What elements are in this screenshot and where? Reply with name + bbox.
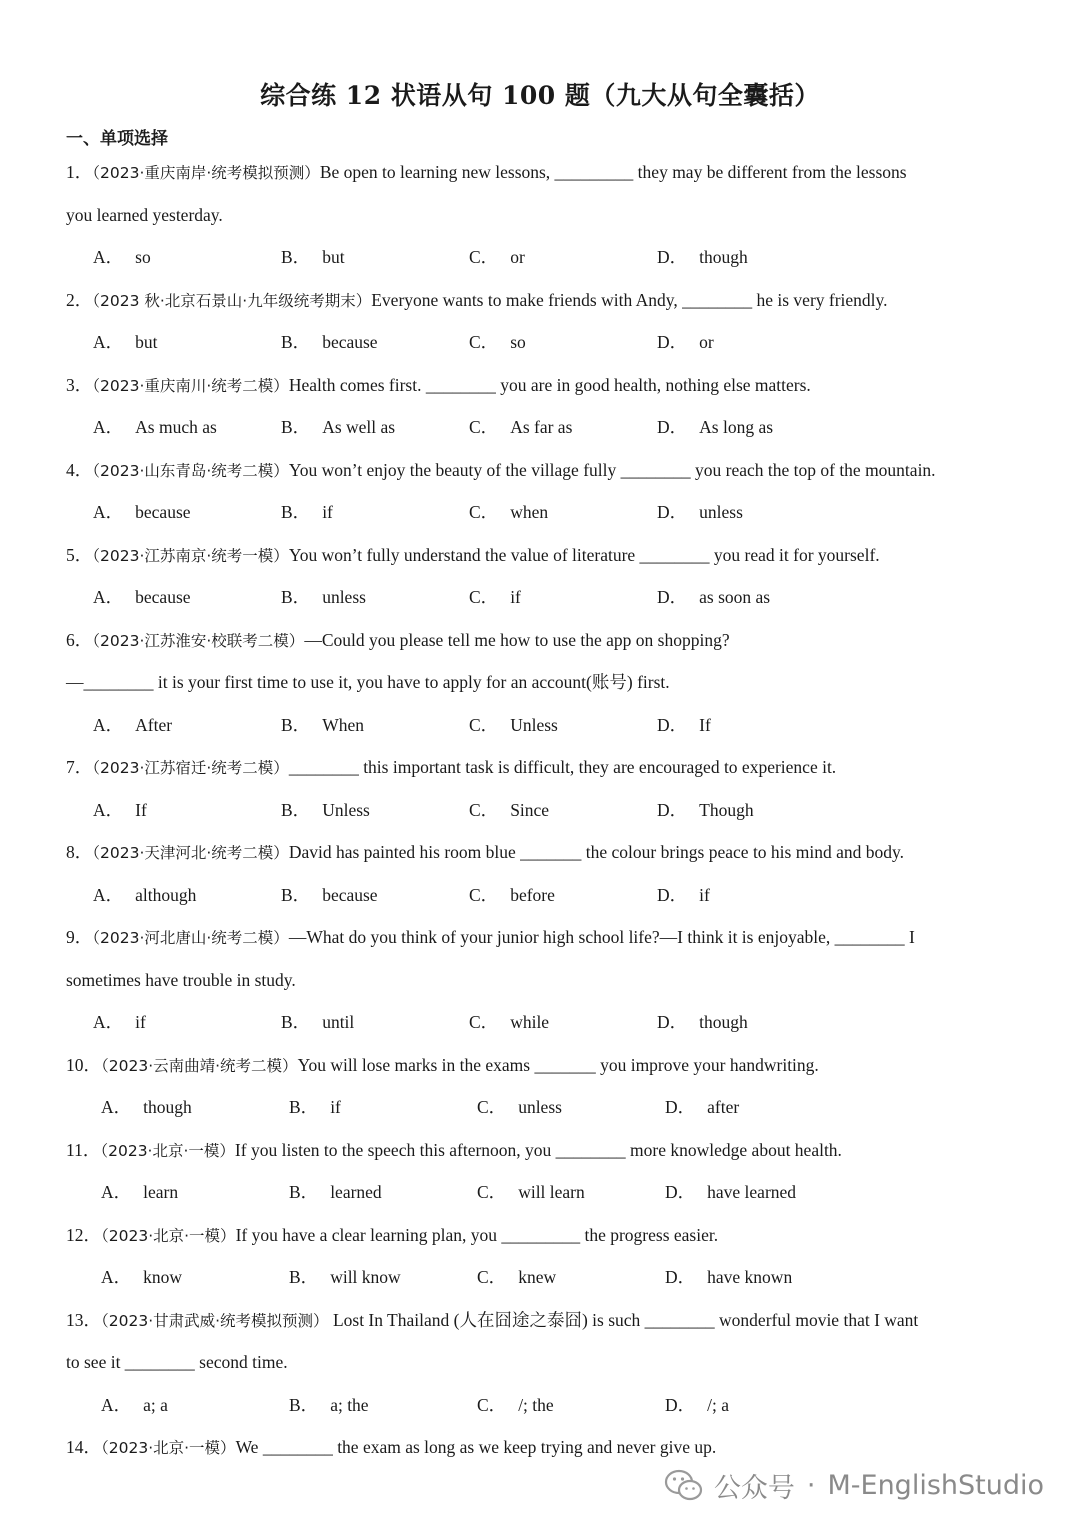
question-stem-line xyxy=(66,534,1021,577)
option-text: know xyxy=(143,1267,183,1287)
question-continuation-line xyxy=(66,194,1021,237)
option-text: if xyxy=(135,1012,146,1032)
answer-option xyxy=(281,874,469,917)
answer-options xyxy=(66,1001,1021,1044)
question-text: to see it ________ second time. xyxy=(66,1352,288,1372)
question-item xyxy=(66,1299,1021,1427)
option-letter: B． xyxy=(281,714,311,735)
question-text: You won’t enjoy the beauty of the village fully ________ you reach the top of the mountain. xyxy=(288,459,936,480)
question-number: 1． xyxy=(66,162,93,182)
option-letter: C． xyxy=(477,1097,507,1117)
question-source: （2023·天津河北·统考二模） xyxy=(92,844,289,862)
answer-options xyxy=(66,321,1021,364)
option-text: have known xyxy=(707,1267,793,1287)
question-number: 8． xyxy=(66,842,93,862)
question-item xyxy=(66,831,1021,916)
question-source: （2023·山东青岛·统考二模） xyxy=(92,461,289,480)
answer-options xyxy=(66,1256,1021,1299)
option-letter: A． xyxy=(93,587,124,607)
option-letter: D． xyxy=(665,1097,696,1117)
question-number: 2． xyxy=(66,289,93,310)
answer-option xyxy=(469,406,657,449)
answer-option xyxy=(665,1256,853,1299)
answer-option xyxy=(93,491,281,534)
answer-option xyxy=(281,789,469,832)
question-text: Everyone wants to make friends with Andy, ________ he is very friendly. xyxy=(371,289,888,310)
question-item xyxy=(66,279,1021,364)
answer-option xyxy=(93,1001,281,1044)
option-text: Unless xyxy=(510,714,558,735)
option-letter: D． xyxy=(657,884,688,905)
answer-option xyxy=(477,1256,665,1299)
option-text: As long as xyxy=(699,417,774,437)
answer-option xyxy=(657,491,845,534)
answer-option xyxy=(657,789,845,832)
question-text: Health comes first. ________ you are in good health, nothing else matters. xyxy=(288,374,811,395)
question-number: 11． xyxy=(66,1139,101,1160)
option-letter: C． xyxy=(477,1267,507,1287)
answer-option xyxy=(281,236,469,279)
question-source: （2023·云南曲靖·统考二模） xyxy=(101,1056,298,1075)
question-item xyxy=(66,916,1021,1044)
option-letter: B． xyxy=(281,1012,311,1032)
option-letter: B． xyxy=(289,1394,319,1415)
option-letter: A． xyxy=(101,1394,132,1415)
option-letter: C． xyxy=(469,1012,499,1032)
question-text: You will lose marks in the exams _______ you improve your handwriting. xyxy=(297,1054,819,1075)
option-letter: B． xyxy=(289,1182,319,1202)
question-number: 7． xyxy=(66,757,93,777)
question-item xyxy=(66,746,1021,831)
question-text: —Could you please tell me how to use the app on shopping? xyxy=(304,629,730,650)
option-text: will know xyxy=(330,1267,401,1287)
answer-option xyxy=(93,406,281,449)
option-text: before xyxy=(510,884,555,905)
option-text: if xyxy=(510,587,521,607)
question-stem-line xyxy=(66,1044,1021,1087)
watermark xyxy=(664,1466,1044,1505)
option-letter: B． xyxy=(281,884,311,905)
question-item xyxy=(66,534,1021,619)
answer-option xyxy=(281,1001,469,1044)
question-text: you learned yesterday. xyxy=(66,204,223,225)
answer-option xyxy=(93,576,281,619)
option-letter: A． xyxy=(93,332,124,352)
option-letter: A． xyxy=(93,714,124,735)
option-text: will learn xyxy=(518,1182,585,1202)
answer-option xyxy=(93,321,281,364)
answer-option xyxy=(477,1384,665,1427)
option-text: after xyxy=(707,1097,740,1117)
option-letter: D． xyxy=(657,714,688,735)
option-text: but xyxy=(322,247,345,267)
option-text: while xyxy=(510,1012,550,1032)
option-letter: C． xyxy=(469,417,499,437)
answer-option xyxy=(477,1171,665,1214)
option-text: unless xyxy=(699,502,743,522)
question-source: （2023·重庆南岸·统考模拟预测） xyxy=(92,164,320,182)
question-number: 9． xyxy=(66,927,93,947)
answer-options xyxy=(66,236,1021,279)
question-stem-line xyxy=(66,1426,1021,1469)
question-stem-line xyxy=(66,916,1021,959)
answer-option xyxy=(281,704,469,747)
question-stem-line xyxy=(66,746,1021,789)
option-letter: C． xyxy=(469,884,499,905)
answer-option xyxy=(657,576,845,619)
option-letter: A． xyxy=(93,502,124,522)
answer-options xyxy=(66,1171,1021,1214)
question-item xyxy=(66,619,1021,747)
option-text: because xyxy=(322,332,378,352)
answer-option xyxy=(469,874,657,917)
question-number: 5． xyxy=(66,544,93,565)
answer-option xyxy=(101,1384,289,1427)
option-text: knew xyxy=(518,1267,557,1287)
option-text: though xyxy=(143,1097,192,1117)
option-letter: C． xyxy=(469,332,499,352)
option-letter: A． xyxy=(93,247,124,267)
option-text: a; the xyxy=(330,1394,369,1415)
question-number: 10． xyxy=(66,1054,101,1075)
option-text: though xyxy=(699,1012,748,1032)
option-text: when xyxy=(510,502,549,522)
question-stem-line xyxy=(66,831,1021,874)
section-heading: 一、单项选择 xyxy=(66,129,168,149)
answer-options xyxy=(66,1086,1021,1129)
option-text: As far as xyxy=(510,417,573,437)
watermark-separator: · xyxy=(806,1470,816,1501)
answer-option xyxy=(281,321,469,364)
option-text: Though xyxy=(699,799,754,820)
answer-options xyxy=(66,406,1021,449)
question-item xyxy=(66,151,1021,279)
answer-option xyxy=(657,874,845,917)
question-source: （2023·河北唐山·统考二模） xyxy=(92,929,289,947)
question-stem-line xyxy=(66,1299,1021,1342)
option-text: until xyxy=(322,1012,355,1032)
option-text: learn xyxy=(143,1182,179,1202)
option-letter: B． xyxy=(289,1267,319,1287)
option-text: because xyxy=(322,884,378,905)
question-text: If you listen to the speech this afternoon, you ________ more knowledge about health. xyxy=(234,1139,842,1160)
answer-option xyxy=(281,406,469,449)
answer-option xyxy=(665,1384,853,1427)
watermark-prefix: 公众号 xyxy=(713,1473,795,1504)
answer-option xyxy=(657,406,845,449)
option-letter: D． xyxy=(657,799,688,820)
option-text: /; the xyxy=(518,1394,554,1415)
question-stem-line xyxy=(66,364,1021,407)
option-text: so xyxy=(135,247,151,267)
option-text: have learned xyxy=(707,1182,797,1202)
option-letter: B． xyxy=(281,799,311,820)
question-number: 6． xyxy=(66,629,93,650)
option-text: though xyxy=(699,247,748,267)
option-letter: B． xyxy=(281,502,311,522)
option-text: unless xyxy=(518,1097,562,1117)
option-text: unless xyxy=(322,587,366,607)
answer-option xyxy=(469,789,657,832)
option-letter: A． xyxy=(101,1097,132,1117)
question-text: You won’t fully understand the value of literature ________ you read it for yourself. xyxy=(288,544,880,565)
answer-option xyxy=(93,789,281,832)
answer-option xyxy=(101,1086,289,1129)
answer-option xyxy=(469,704,657,747)
option-text: or xyxy=(699,332,714,352)
question-stem-line xyxy=(66,279,1021,322)
question-number: 13． xyxy=(66,1309,101,1330)
option-text: /; a xyxy=(707,1394,730,1415)
question-continuation-line xyxy=(66,1341,1021,1384)
option-text: if xyxy=(322,502,333,522)
question-text: David has painted his room blue _______ the colour brings peace to his mind and body. xyxy=(288,842,904,862)
question-text: Lost In Thailand (人在囧途之泰囧) is such ________ wonderful movie that I want xyxy=(328,1309,919,1330)
option-letter: B． xyxy=(281,247,311,267)
answer-option xyxy=(289,1384,477,1427)
option-text: so xyxy=(510,332,526,352)
answer-option xyxy=(289,1171,477,1214)
question-source: （2023·江苏淮安·校联考二模） xyxy=(92,631,305,650)
option-letter: A． xyxy=(93,884,124,905)
option-letter: C． xyxy=(469,799,499,820)
option-text: Since xyxy=(510,799,550,820)
answer-option xyxy=(289,1256,477,1299)
answer-option xyxy=(101,1256,289,1299)
option-text: because xyxy=(135,587,191,607)
option-text: When xyxy=(322,714,364,735)
option-letter: A． xyxy=(93,417,124,437)
question-text: —________ it is your first time to use it, you have to apply for an account(账号) first. xyxy=(66,672,670,692)
answer-option xyxy=(93,704,281,747)
answer-option xyxy=(665,1171,853,1214)
option-letter: C． xyxy=(477,1182,507,1202)
option-letter: B． xyxy=(281,332,311,352)
question-source: （2023·江苏宿迁·统考二模） xyxy=(92,759,289,777)
option-text: or xyxy=(510,247,525,267)
option-text: learned xyxy=(330,1182,382,1202)
question-text: —What do you think of your junior high school life?—I think it is enjoyable, ________ I xyxy=(288,927,915,947)
question-continuation-line xyxy=(66,661,1021,704)
option-letter: A． xyxy=(93,1012,124,1032)
option-text: although xyxy=(135,884,197,905)
option-text: Unless xyxy=(322,799,370,820)
question-source: （2023·北京·一模） xyxy=(100,1141,235,1160)
answer-option xyxy=(93,874,281,917)
option-letter: D． xyxy=(657,247,688,267)
page-title: 综合练 12 状语从句 100 题（九大从句全囊括） xyxy=(260,81,820,110)
option-letter: C． xyxy=(469,714,499,735)
option-text: If xyxy=(135,799,147,820)
question-text: If you have a clear learning plan, you _________ the progress easier. xyxy=(235,1224,719,1245)
question-source: （2023 秋·北京石景山·九年级统考期末） xyxy=(92,291,372,310)
question-number: 12． xyxy=(66,1224,101,1245)
option-letter: D． xyxy=(657,502,688,522)
answer-option xyxy=(657,236,845,279)
answer-option xyxy=(101,1171,289,1214)
question-item xyxy=(66,1214,1021,1299)
option-text: After xyxy=(135,714,173,735)
option-letter: D． xyxy=(665,1182,696,1202)
option-letter: A． xyxy=(101,1182,132,1202)
option-letter: D． xyxy=(657,332,688,352)
option-text: As much as xyxy=(135,417,217,437)
question-stem-line xyxy=(66,619,1021,662)
question-stem-line xyxy=(66,151,1021,194)
option-text: if xyxy=(330,1097,341,1117)
answer-options xyxy=(66,789,1021,832)
option-text: because xyxy=(135,502,191,522)
option-letter: D． xyxy=(657,1012,688,1032)
option-text: As well as xyxy=(322,417,396,437)
question-text: sometimes have trouble in study. xyxy=(66,969,296,990)
question-text: We ________ the exam as long as we keep trying and never give up. xyxy=(235,1437,717,1457)
option-letter: A． xyxy=(93,799,124,820)
answer-option xyxy=(657,321,845,364)
answer-option xyxy=(469,236,657,279)
option-text: a; a xyxy=(143,1394,168,1415)
answer-options xyxy=(66,576,1021,619)
option-letter: C． xyxy=(469,247,499,267)
option-text: but xyxy=(135,332,158,352)
question-text: Be open to learning new lessons, _________ they may be different from the lessons xyxy=(319,162,907,182)
question-text: ________ this important task is difficult, they are encouraged to experience it. xyxy=(288,757,837,777)
option-text: as soon as xyxy=(699,587,771,607)
option-letter: B． xyxy=(281,417,311,437)
wechat-icon xyxy=(664,1469,704,1503)
option-letter: C． xyxy=(477,1394,507,1415)
question-list xyxy=(66,151,1021,1469)
answer-option xyxy=(469,491,657,534)
option-letter: D． xyxy=(657,417,688,437)
question-source: （2023·北京·一模） xyxy=(101,1439,236,1457)
question-item xyxy=(66,1044,1021,1129)
question-item xyxy=(66,364,1021,449)
answer-options xyxy=(66,1384,1021,1427)
answer-option xyxy=(469,321,657,364)
question-stem-line xyxy=(66,1214,1021,1257)
question-item xyxy=(66,1129,1021,1214)
question-number: 4． xyxy=(66,459,93,480)
answer-option xyxy=(657,704,845,747)
answer-options xyxy=(66,874,1021,917)
question-number: 3． xyxy=(66,374,93,395)
option-letter: D． xyxy=(657,587,688,607)
answer-option xyxy=(281,576,469,619)
question-source: （2023·江苏南京·统考一模） xyxy=(92,546,289,565)
option-letter: C． xyxy=(469,502,499,522)
option-letter: D． xyxy=(665,1394,696,1415)
question-item xyxy=(66,449,1021,534)
question-source: （2023·北京·一模） xyxy=(101,1226,236,1245)
answer-option xyxy=(469,1001,657,1044)
answer-options xyxy=(66,704,1021,747)
answer-option xyxy=(281,491,469,534)
option-text: If xyxy=(699,714,711,735)
watermark-account: M-EnglishStudio xyxy=(827,1470,1044,1501)
answer-options xyxy=(66,491,1021,534)
answer-option xyxy=(665,1086,853,1129)
question-number: 14． xyxy=(66,1437,101,1457)
option-letter: C． xyxy=(469,587,499,607)
answer-option xyxy=(477,1086,665,1129)
answer-option xyxy=(289,1086,477,1129)
answer-option xyxy=(93,236,281,279)
question-item xyxy=(66,1426,1021,1469)
question-continuation-line xyxy=(66,959,1021,1002)
option-text: if xyxy=(699,884,710,905)
question-stem-line xyxy=(66,449,1021,492)
option-letter: D． xyxy=(665,1267,696,1287)
answer-option xyxy=(469,576,657,619)
question-source: （2023·重庆南川·统考二模） xyxy=(92,376,289,395)
option-letter: B． xyxy=(289,1097,319,1117)
option-letter: B． xyxy=(281,587,311,607)
answer-option xyxy=(657,1001,845,1044)
option-letter: A． xyxy=(101,1267,132,1287)
question-source: （2023·甘肃武威·统考模拟预测） xyxy=(101,1311,329,1330)
question-stem-line xyxy=(66,1129,1021,1172)
